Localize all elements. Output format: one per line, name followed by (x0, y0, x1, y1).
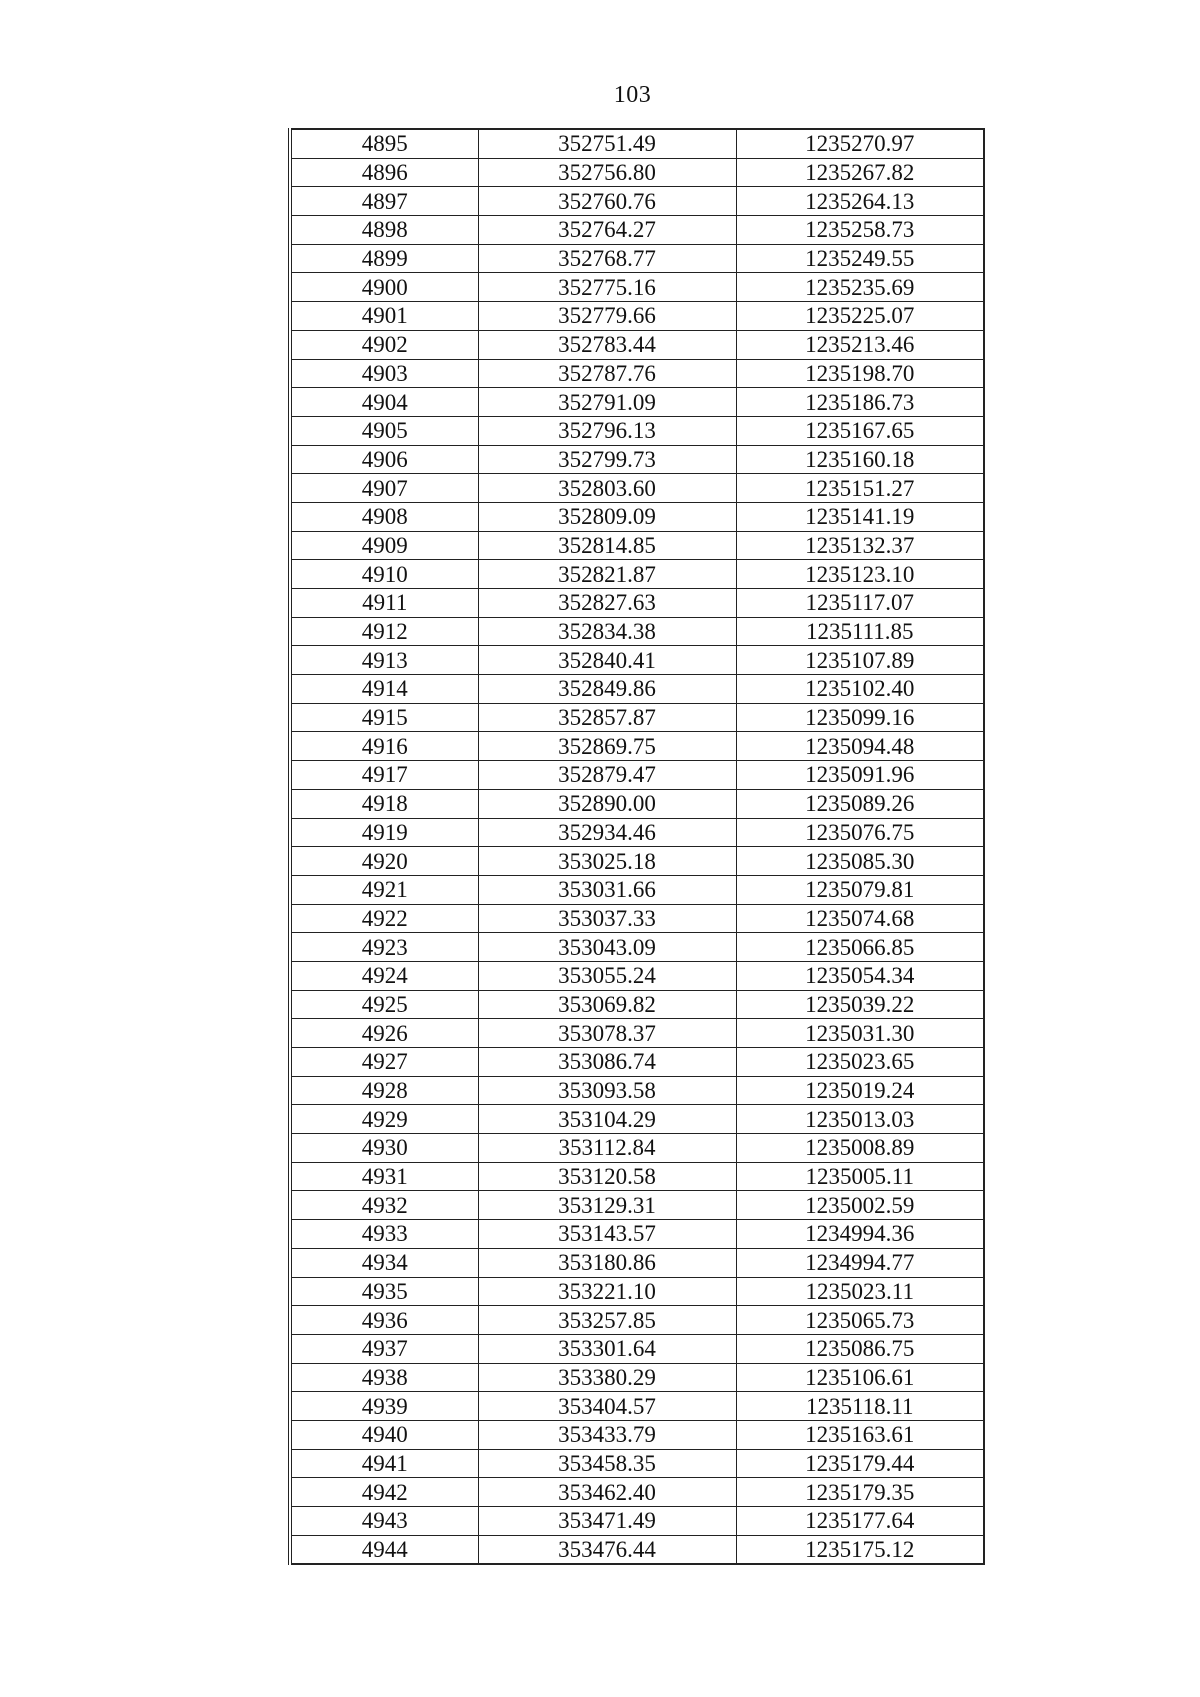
x-coordinate-cell: 353433.79 (478, 1420, 736, 1449)
x-coordinate-cell: 353380.29 (478, 1363, 736, 1392)
x-coordinate-cell: 353462.40 (478, 1478, 736, 1507)
y-coordinate-cell: 1235186.73 (736, 388, 984, 417)
table-row (290, 445, 984, 474)
point-number-cell: 4901 (290, 302, 478, 331)
table-row (290, 1048, 984, 1077)
y-coordinate-cell: 1235086.75 (736, 1334, 984, 1363)
x-coordinate-cell: 352869.75 (478, 732, 736, 761)
x-coordinate-cell: 352814.85 (478, 531, 736, 560)
y-coordinate-cell: 1235089.26 (736, 789, 984, 818)
y-coordinate-cell: 1235267.82 (736, 158, 984, 187)
point-number-cell: 4940 (290, 1420, 478, 1449)
point-number-cell: 4929 (290, 1105, 478, 1134)
x-coordinate-cell: 352879.47 (478, 761, 736, 790)
table-row (290, 761, 984, 790)
y-coordinate-cell: 1235141.19 (736, 502, 984, 531)
table-row (290, 1363, 984, 1392)
point-number-cell: 4916 (290, 732, 478, 761)
point-number-cell: 4905 (290, 416, 478, 445)
table-row (290, 1019, 984, 1048)
table-row (290, 990, 984, 1019)
y-coordinate-cell: 1235175.12 (736, 1535, 984, 1564)
x-coordinate-cell: 353112.84 (478, 1134, 736, 1163)
x-coordinate-cell: 353221.10 (478, 1277, 736, 1306)
point-number-cell: 4895 (290, 129, 478, 158)
y-coordinate-cell: 1235065.73 (736, 1306, 984, 1335)
point-number-cell: 4936 (290, 1306, 478, 1335)
x-coordinate-cell: 352799.73 (478, 445, 736, 474)
x-coordinate-cell: 353120.58 (478, 1162, 736, 1191)
point-number-cell: 4931 (290, 1162, 478, 1191)
point-number-cell: 4907 (290, 474, 478, 503)
table-row (290, 359, 984, 388)
point-number-cell: 4903 (290, 359, 478, 388)
x-coordinate-cell: 352821.87 (478, 560, 736, 589)
point-number-cell: 4942 (290, 1478, 478, 1507)
point-number-cell: 4908 (290, 502, 478, 531)
table-row (290, 1191, 984, 1220)
x-coordinate-cell: 352779.66 (478, 302, 736, 331)
x-coordinate-cell: 353458.35 (478, 1449, 736, 1478)
y-coordinate-cell: 1235117.07 (736, 589, 984, 618)
table-row (290, 703, 984, 732)
table-row (290, 531, 984, 560)
y-coordinate-cell: 1235163.61 (736, 1420, 984, 1449)
point-number-cell: 4938 (290, 1363, 478, 1392)
x-coordinate-cell: 353069.82 (478, 990, 736, 1019)
x-coordinate-cell: 352764.27 (478, 216, 736, 245)
table-row (290, 216, 984, 245)
table-row (290, 560, 984, 589)
table-row (290, 187, 984, 216)
y-coordinate-cell: 1235151.27 (736, 474, 984, 503)
y-coordinate-cell: 1235005.11 (736, 1162, 984, 1191)
point-number-cell: 4922 (290, 904, 478, 933)
point-number-cell: 4930 (290, 1134, 478, 1163)
y-coordinate-cell: 1235198.70 (736, 359, 984, 388)
y-coordinate-cell: 1235258.73 (736, 216, 984, 245)
table-row (290, 875, 984, 904)
point-number-cell: 4924 (290, 961, 478, 990)
x-coordinate-cell: 352796.13 (478, 416, 736, 445)
table-row (290, 961, 984, 990)
x-coordinate-cell: 352890.00 (478, 789, 736, 818)
table-row (290, 789, 984, 818)
y-coordinate-cell: 1234994.77 (736, 1248, 984, 1277)
table-row (290, 904, 984, 933)
point-number-cell: 4935 (290, 1277, 478, 1306)
x-coordinate-cell: 353025.18 (478, 847, 736, 876)
point-number-cell: 4918 (290, 789, 478, 818)
x-coordinate-cell: 353093.58 (478, 1076, 736, 1105)
y-coordinate-cell: 1235270.97 (736, 129, 984, 158)
point-number-cell: 4912 (290, 617, 478, 646)
table-row (290, 1507, 984, 1536)
y-coordinate-cell: 1235167.65 (736, 416, 984, 445)
x-coordinate-cell: 352751.49 (478, 129, 736, 158)
x-coordinate-cell: 353104.29 (478, 1105, 736, 1134)
y-coordinate-cell: 1235123.10 (736, 560, 984, 589)
x-coordinate-cell: 352840.41 (478, 646, 736, 675)
table-row (290, 244, 984, 273)
table-row (290, 1277, 984, 1306)
x-coordinate-cell: 352834.38 (478, 617, 736, 646)
x-coordinate-cell: 353301.64 (478, 1334, 736, 1363)
page-number: 103 (613, 82, 652, 108)
table-row (290, 617, 984, 646)
x-coordinate-cell: 352827.63 (478, 589, 736, 618)
y-coordinate-cell: 1235076.75 (736, 818, 984, 847)
y-coordinate-cell: 1235225.07 (736, 302, 984, 331)
x-coordinate-cell: 352756.80 (478, 158, 736, 187)
point-number-cell: 4909 (290, 531, 478, 560)
table-row (290, 502, 984, 531)
point-number-cell: 4897 (290, 187, 478, 216)
point-number-cell: 4937 (290, 1334, 478, 1363)
point-number-cell: 4944 (290, 1535, 478, 1564)
table-row (290, 933, 984, 962)
point-number-cell: 4906 (290, 445, 478, 474)
x-coordinate-cell: 353031.66 (478, 875, 736, 904)
y-coordinate-cell: 1235160.18 (736, 445, 984, 474)
table-row (290, 732, 984, 761)
y-coordinate-cell: 1235118.11 (736, 1392, 984, 1421)
coordinate-table-body (290, 129, 984, 1564)
y-coordinate-cell: 1235264.13 (736, 187, 984, 216)
x-coordinate-cell: 353078.37 (478, 1019, 736, 1048)
x-coordinate-cell: 353257.85 (478, 1306, 736, 1335)
point-number-cell: 4899 (290, 244, 478, 273)
point-number-cell: 4913 (290, 646, 478, 675)
table-row (290, 1334, 984, 1363)
x-coordinate-cell: 352803.60 (478, 474, 736, 503)
y-coordinate-cell: 1235002.59 (736, 1191, 984, 1220)
x-coordinate-cell: 352775.16 (478, 273, 736, 302)
table-row (290, 1076, 984, 1105)
y-coordinate-cell: 1235085.30 (736, 847, 984, 876)
table-row (290, 158, 984, 187)
y-coordinate-cell: 1235107.89 (736, 646, 984, 675)
point-number-cell: 4927 (290, 1048, 478, 1077)
table-row (290, 1420, 984, 1449)
y-coordinate-cell: 1235079.81 (736, 875, 984, 904)
table-row (290, 1220, 984, 1249)
y-coordinate-cell: 1235091.96 (736, 761, 984, 790)
table-row (290, 1134, 984, 1163)
table-row (290, 1105, 984, 1134)
x-coordinate-cell: 353476.44 (478, 1535, 736, 1564)
x-coordinate-cell: 352783.44 (478, 330, 736, 359)
table-row (290, 1306, 984, 1335)
table-row (290, 1449, 984, 1478)
y-coordinate-cell: 1235132.37 (736, 531, 984, 560)
table-row (290, 1535, 984, 1564)
point-number-cell: 4939 (290, 1392, 478, 1421)
point-number-cell: 4900 (290, 273, 478, 302)
point-number-cell: 4911 (290, 589, 478, 618)
x-coordinate-cell: 353037.33 (478, 904, 736, 933)
point-number-cell: 4921 (290, 875, 478, 904)
y-coordinate-cell: 1235094.48 (736, 732, 984, 761)
table-row (290, 1248, 984, 1277)
x-coordinate-cell: 353404.57 (478, 1392, 736, 1421)
point-number-cell: 4932 (290, 1191, 478, 1220)
x-coordinate-cell: 352857.87 (478, 703, 736, 732)
point-number-cell: 4928 (290, 1076, 478, 1105)
table-row (290, 330, 984, 359)
y-coordinate-cell: 1235179.35 (736, 1478, 984, 1507)
x-coordinate-cell: 352787.76 (478, 359, 736, 388)
point-number-cell: 4934 (290, 1248, 478, 1277)
x-coordinate-cell: 352849.86 (478, 675, 736, 704)
coordinate-table (288, 128, 985, 1565)
x-coordinate-cell: 353055.24 (478, 961, 736, 990)
point-number-cell: 4896 (290, 158, 478, 187)
point-number-cell: 4914 (290, 675, 478, 704)
y-coordinate-cell: 1235102.40 (736, 675, 984, 704)
point-number-cell: 4925 (290, 990, 478, 1019)
x-coordinate-cell: 353471.49 (478, 1507, 736, 1536)
y-coordinate-cell: 1235235.69 (736, 273, 984, 302)
point-number-cell: 4926 (290, 1019, 478, 1048)
y-coordinate-cell: 1235074.68 (736, 904, 984, 933)
y-coordinate-cell: 1235066.85 (736, 933, 984, 962)
point-number-cell: 4917 (290, 761, 478, 790)
table-row (290, 589, 984, 618)
table-row (290, 129, 984, 158)
point-number-cell: 4933 (290, 1220, 478, 1249)
point-number-cell: 4919 (290, 818, 478, 847)
y-coordinate-cell: 1235013.03 (736, 1105, 984, 1134)
y-coordinate-cell: 1235099.16 (736, 703, 984, 732)
point-number-cell: 4910 (290, 560, 478, 589)
point-number-cell: 4902 (290, 330, 478, 359)
table-row (290, 474, 984, 503)
point-number-cell: 4915 (290, 703, 478, 732)
y-coordinate-cell: 1235031.30 (736, 1019, 984, 1048)
table-row (290, 1162, 984, 1191)
y-coordinate-cell: 1235039.22 (736, 990, 984, 1019)
y-coordinate-cell: 1235106.61 (736, 1363, 984, 1392)
table-row (290, 646, 984, 675)
y-coordinate-cell: 1234994.36 (736, 1220, 984, 1249)
table-row (290, 847, 984, 876)
table-row (290, 1478, 984, 1507)
table-row (290, 818, 984, 847)
x-coordinate-cell: 352809.09 (478, 502, 736, 531)
y-coordinate-cell: 1235111.85 (736, 617, 984, 646)
x-coordinate-cell: 352768.77 (478, 244, 736, 273)
y-coordinate-cell: 1235179.44 (736, 1449, 984, 1478)
table-row (290, 675, 984, 704)
x-coordinate-cell: 352791.09 (478, 388, 736, 417)
y-coordinate-cell: 1235177.64 (736, 1507, 984, 1536)
x-coordinate-cell: 353129.31 (478, 1191, 736, 1220)
y-coordinate-cell: 1235008.89 (736, 1134, 984, 1163)
x-coordinate-cell: 353180.86 (478, 1248, 736, 1277)
x-coordinate-cell: 352934.46 (478, 818, 736, 847)
y-coordinate-cell: 1235249.55 (736, 244, 984, 273)
table-row (290, 302, 984, 331)
x-coordinate-cell: 353043.09 (478, 933, 736, 962)
point-number-cell: 4943 (290, 1507, 478, 1536)
x-coordinate-cell: 353086.74 (478, 1048, 736, 1077)
y-coordinate-cell: 1235023.65 (736, 1048, 984, 1077)
table-row (290, 1392, 984, 1421)
table-row (290, 273, 984, 302)
point-number-cell: 4898 (290, 216, 478, 245)
point-number-cell: 4904 (290, 388, 478, 417)
point-number-cell: 4941 (290, 1449, 478, 1478)
y-coordinate-cell: 1235023.11 (736, 1277, 984, 1306)
y-coordinate-cell: 1235019.24 (736, 1076, 984, 1105)
table-row (290, 388, 984, 417)
point-number-cell: 4923 (290, 933, 478, 962)
y-coordinate-cell: 1235213.46 (736, 330, 984, 359)
x-coordinate-cell: 353143.57 (478, 1220, 736, 1249)
table-row (290, 416, 984, 445)
x-coordinate-cell: 352760.76 (478, 187, 736, 216)
y-coordinate-cell: 1235054.34 (736, 961, 984, 990)
point-number-cell: 4920 (290, 847, 478, 876)
